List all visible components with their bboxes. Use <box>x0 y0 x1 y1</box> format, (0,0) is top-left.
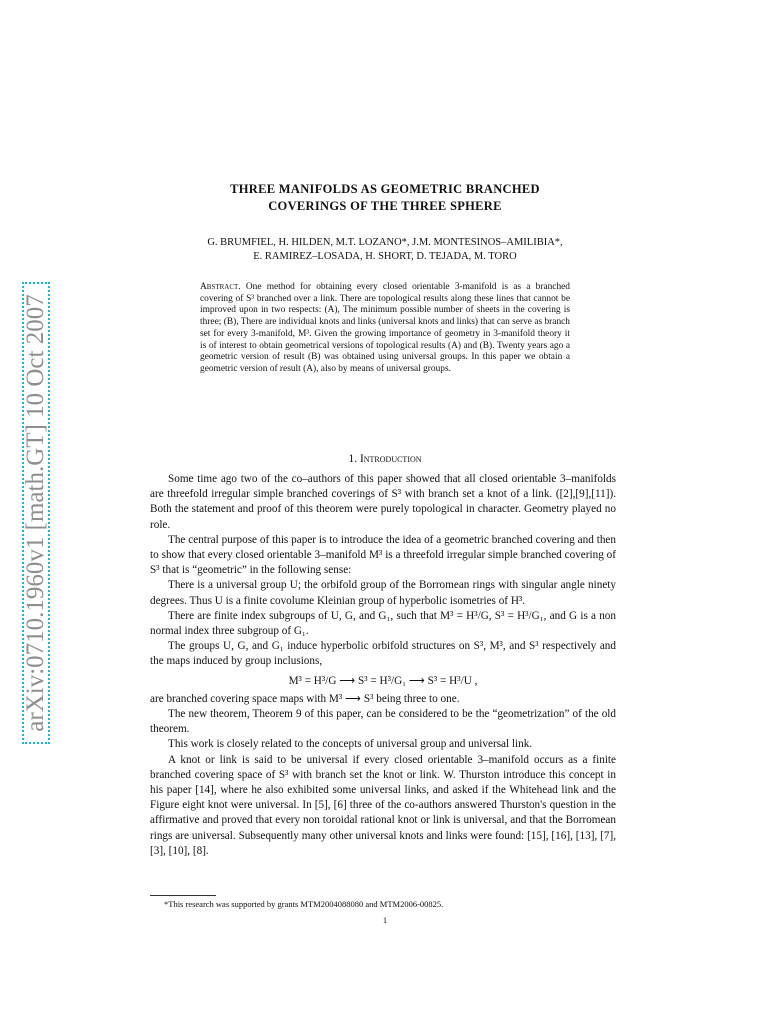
page-number: 1 <box>382 915 388 925</box>
footnote: *This research was supported by grants MTM2004088080 and MTM2006-00825. <box>164 899 444 909</box>
paragraph: The groups U, G, and G₁ induce hyperbolic orbifold structures on S³, M³, and S³ respectively and the maps induced by group inclusions, <box>150 640 616 668</box>
paragraph: A knot or link is said to be universal if every closed orientable 3–manifold occurs as a finite branched covering space of S³ with branch set the knot or link. W. Thurston introduce this concept in his paper [14], where he also exhibited some universal links, and asked if the Whitehead link and the Figure eight knot were universal. In [5], [6] three of the co-authors answered Thurston's question in the affirmative and proved that every non toroidal rational knot or link is universal, and that the Borromean rings are universal. Subsequently many other universal knots and links were found: [15], [16], [13], [7], [3], [10], [8]. <box>150 753 616 857</box>
section-number: 1. <box>348 453 358 465</box>
display-equation: M³ = H³/G ⟶ S³ = H³/G₁ ⟶ S³ = H³/U , <box>288 674 478 687</box>
title-line-1: THREE MANIFOLDS AS GEOMETRIC BRANCHED <box>230 182 540 196</box>
footnote-rule <box>150 895 216 896</box>
title-line-2: COVERINGS OF THE THREE SPHERE <box>268 199 502 213</box>
paragraph: Some time ago two of the co–authors of this paper showed that all closed orientable 3–manifolds are threefold irregular simple branched coverings of S³ with branch set a knot of a link. ([2],[9],[11]). Both the statement and proof of this theorem were purely topological in character. Geometry played no role. <box>150 473 616 531</box>
authors-line-2: E. RAMIREZ–LOSADA, H. SHORT, D. TEJADA, M. TORO <box>253 251 517 262</box>
paper-title <box>150 181 620 215</box>
authors-line-1: G. BRUMFIEL, H. HILDEN, M.T. LOZANO*, J.M. MONTESINOS–AMILIBIA*, <box>207 237 563 248</box>
abstract-label: Abstract. <box>200 282 241 292</box>
paragraph: The central purpose of this paper is to introduce the idea of a geometric branched covering and then to show that every closed orientable 3–manifold M³ is a threefold irregular simple branched covering of S³ that is “geometric” in the following sense: <box>150 533 616 577</box>
abstract-text: One method for obtaining every closed orientable 3-manifold is as a branched covering of S³ branched over a link. There are topological results along these lines that cannot be improved upon in two respects: (A), The minimum possible number of sheets in the covering is three; (B), There are individual knots and links (universal knots and links) that can serve as branch set for every 3-manifold, M³. Given the growing importance of geometry in 3-manifold theory it is of interest to obtain geometrical versions of topological results (A) and (B). Twenty years ago a geometric version of result (B) was obtained using universal groups. In this paper we obtain a geometric version of result (A), also by means of universal groups. <box>200 282 570 374</box>
paragraph: The new theorem, Theorem 9 of this paper, can be considered to be the “geometrization” of the old theorem. <box>150 708 616 736</box>
author-list <box>130 236 640 264</box>
abstract <box>200 282 570 376</box>
paragraph: There are finite index subgroups of U, G, and G₁, such that M³ = H³/G, S³ = H³/G₁, and G is a non normal index three subgroup of G₁. <box>150 609 616 638</box>
paragraph: are branched covering space maps with M³ ⟶ S³ being three to one. <box>150 692 460 705</box>
body-text <box>150 472 616 859</box>
arxiv-stamp <box>22 282 50 744</box>
section-heading <box>150 453 620 465</box>
arxiv-identifier[interactable]: arXiv:0710.1960v1 [math.GT] 10 Oct 2007 <box>22 294 49 732</box>
section-title: Introduction <box>359 453 422 465</box>
paragraph: There is a universal group U; the orbifold group of the Borromean rings with singular angle ninety degrees. Thus U is a finite covolume Kleinian group of hyperbolic isometries of H³. <box>150 579 616 607</box>
paragraph: This work is closely related to the concepts of universal group and universal link. <box>168 738 533 751</box>
